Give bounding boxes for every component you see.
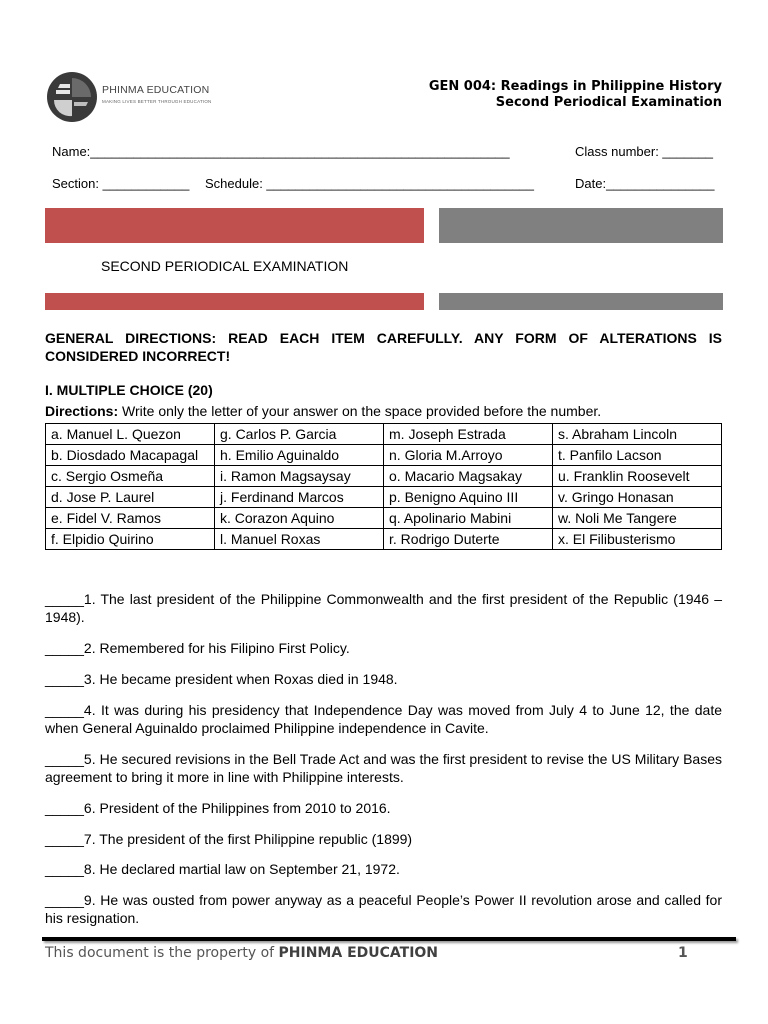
footer-owner: PHINMA EDUCATION: [278, 945, 439, 961]
choice-cell: p. Benigno Aquino III: [384, 487, 553, 508]
question-item: _____2. Remembered for his Filipino First Policy.: [45, 640, 350, 656]
choice-cell: e. Fidel V. Ramos: [46, 508, 215, 529]
class-number-field[interactable]: Class number: _______: [575, 144, 714, 159]
choice-cell: u. Franklin Roosevelt: [553, 466, 722, 487]
logo-name: PHINMA EDUCATION: [102, 84, 210, 96]
banner-top-red-bar: [45, 208, 424, 243]
question-item: _____9. He was ousted from power anyway as a peaceful People’s Power II revolution arose and called for his resignation.: [45, 892, 722, 926]
choice-cell: x. El Filibusterismo: [553, 529, 722, 550]
choice-cell: t. Panfilo Lacson: [553, 445, 722, 466]
footer-prefix: This document is the property of: [45, 945, 279, 961]
table-row: [46, 424, 722, 445]
choice-cell: a. Manuel L. Quezon: [46, 424, 215, 445]
table-row: [46, 445, 722, 466]
question-item: _____3. He became president when Roxas died in 1948.: [45, 671, 398, 687]
choice-cell: c. Sergio Osmeña: [46, 466, 215, 487]
question-item: _____7. The president of the first Philippine republic (1899): [45, 831, 413, 847]
question-item: _____4. It was during his presidency that Independence Day was moved from July 4 to June 12, the date when General Aguinaldo proclaimed Philippine independence in Cavite.: [45, 702, 722, 736]
choice-cell: m. Joseph Estrada: [384, 424, 553, 445]
date-field[interactable]: Date:_______________: [575, 176, 715, 191]
choice-cell: w. Noli Me Tangere: [553, 508, 722, 529]
table-row: [46, 487, 722, 508]
choice-cell: q. Apolinario Mabini: [384, 508, 553, 529]
choice-cell: j. Ferdinand Marcos: [215, 487, 384, 508]
question-item: _____1. The last president of the Philippine Commonwealth and the first president of the Republic (1946 – 1948).: [45, 591, 722, 625]
section-field[interactable]: Section: ____________: [52, 176, 190, 191]
directions: [45, 403, 601, 419]
choice-cell: s. Abraham Lincoln: [553, 424, 722, 445]
question-item: _____5. He secured revisions in the Bell Trade Act and was the first president to revise the US Military Bases agreement to bring it more in line with Philippine interests.: [45, 751, 722, 785]
table-row: [46, 508, 722, 529]
multiple-choice-title: I. MULTIPLE CHOICE (20): [45, 382, 213, 398]
phinma-logo: [46, 70, 216, 124]
choice-cell: l. Manuel Roxas: [215, 529, 384, 550]
footer-rule: [42, 937, 736, 941]
exam-title: Second Periodical Examination: [495, 95, 722, 110]
course-title: GEN 004: Readings in Philippine History: [428, 79, 722, 94]
general-directions: GENERAL DIRECTIONS: READ EACH ITEM CAREFULLY. ANY FORM OF ALTERATIONS IS CONSIDERED INCORRECT!: [45, 330, 722, 364]
banner-label: SECOND PERIODICAL EXAMINATION: [101, 258, 349, 274]
choice-cell: d. Jose P. Laurel: [46, 487, 215, 508]
name-field[interactable]: Name:__________________________________________________________: [52, 144, 510, 159]
choice-cell: o. Macario Magsakay: [384, 466, 553, 487]
directions-text: Write only the letter of your answer on the space provided before the number.: [118, 403, 602, 419]
question-item: _____8. He declared martial law on September 21, 1972.: [45, 861, 400, 877]
choice-cell: i. Ramon Magsaysay: [215, 466, 384, 487]
choice-cell: b. Diosdado Macapagal: [46, 445, 215, 466]
banner-bottom-red-bar: [45, 293, 424, 310]
choice-cell: n. Gloria M.Arroyo: [384, 445, 553, 466]
page-number: 1: [678, 945, 688, 961]
banner-top-gray-bar: [439, 208, 723, 243]
document-title: [429, 79, 722, 111]
schedule-field[interactable]: Schedule: _____________________________________: [205, 176, 534, 191]
choices-table: [45, 423, 722, 550]
table-row: [46, 529, 722, 550]
choice-cell: g. Carlos P. Garcia: [215, 424, 384, 445]
choice-cell: v. Gringo Honasan: [553, 487, 722, 508]
choice-cell: k. Corazon Aquino: [215, 508, 384, 529]
directions-label: Directions:: [45, 403, 119, 419]
choice-cell: f. Elpidio Quirino: [46, 529, 215, 550]
footer-text: [45, 945, 438, 961]
question-item: _____6. President of the Philippines from 2010 to 2016.: [45, 800, 391, 816]
logo-tagline: MAKING LIVES BETTER THROUGH EDUCATION: [102, 99, 212, 104]
choice-cell: h. Emilio Aguinaldo: [215, 445, 384, 466]
banner-bottom-gray-bar: [439, 293, 723, 310]
phinma-emblem-icon: [46, 70, 98, 124]
table-row: [46, 466, 722, 487]
choice-cell: r. Rodrigo Duterte: [384, 529, 553, 550]
